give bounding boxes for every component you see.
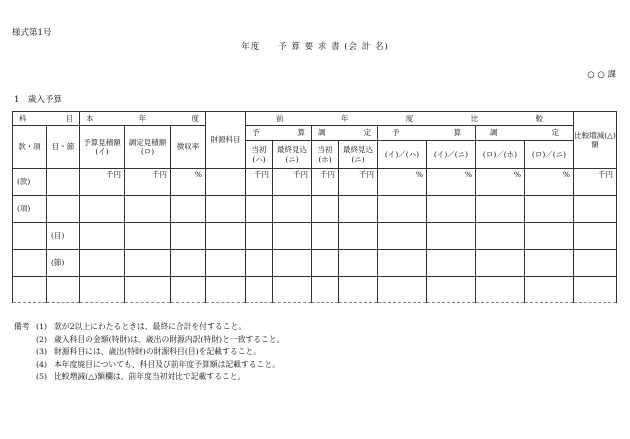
header-chotei-a (312, 126, 378, 141)
header-hikaku-zougen: 比較増減(△)額 (574, 112, 617, 169)
header-char: 本 (86, 113, 94, 123)
value-cell (525, 277, 574, 303)
value-cell (378, 250, 427, 277)
value-cell (427, 250, 476, 277)
note-text: 歳入科目の金額(特財)は、歳出の財源内訳(特財)と一致すること。 (54, 334, 285, 344)
value-cell (273, 223, 312, 250)
unit-cell: 千円 (574, 169, 617, 196)
value-cell (525, 196, 574, 223)
value-cell (80, 196, 125, 223)
notes-section (14, 321, 284, 384)
value-cell (206, 169, 246, 196)
value-cell (339, 196, 378, 223)
unit-cell: % (427, 169, 476, 196)
notes-heading (14, 334, 36, 347)
kan-kou-cell: (款) (13, 169, 47, 196)
value-cell (476, 250, 525, 277)
unit-cell: 千円 (312, 169, 339, 196)
header-honnendo (80, 112, 206, 126)
header-choshuritsu: 徴収率 (171, 126, 206, 169)
notes-heading (14, 346, 36, 359)
header-saishuu-a: 最終見込 (ニ) (273, 141, 312, 169)
value-cell (476, 277, 525, 303)
header-kamoku-chars (13, 114, 79, 123)
value-cell (574, 223, 617, 250)
moku-setsu-cell (47, 277, 80, 303)
header-char: 算 (453, 128, 462, 138)
value-cell (206, 196, 246, 223)
moku-setsu-cell: (目) (47, 223, 80, 250)
kan-kou-cell (13, 277, 47, 303)
header-char: 前 (276, 113, 284, 123)
header-char: 調 (318, 128, 326, 138)
value-cell (312, 250, 339, 277)
value-cell (171, 277, 206, 303)
note-item (14, 371, 284, 384)
header-ratio-1: (イ)／(ハ) (378, 141, 427, 169)
value-cell (574, 250, 617, 277)
value-cell (574, 196, 617, 223)
header-char: 比 (470, 113, 479, 123)
value-cell (525, 250, 574, 277)
value-cell (246, 277, 273, 303)
header-char: 年 (138, 113, 147, 123)
header-char: 度 (191, 113, 199, 123)
header-char: 定 (363, 128, 372, 138)
value-cell (273, 196, 312, 223)
moku-setsu-cell: (節) (47, 250, 80, 277)
header-char: 度 (405, 113, 414, 123)
note-number: (2) (36, 334, 48, 344)
title-main: 予 算 要 求 書 (会 計 名) (278, 42, 389, 52)
value-cell (339, 277, 378, 303)
header-char: 予 (392, 128, 400, 138)
unit-cell: % (171, 169, 206, 196)
value-cell (312, 196, 339, 223)
note-item (14, 359, 284, 372)
value-cell (171, 196, 206, 223)
table-row (13, 169, 617, 196)
notes-heading (14, 371, 36, 384)
value-cell (476, 223, 525, 250)
value-cell (312, 223, 339, 250)
value-cell (125, 223, 171, 250)
table-row (13, 223, 617, 250)
kan-kou-cell (13, 223, 47, 250)
value-cell (80, 250, 125, 277)
header-char: 科 (19, 113, 27, 123)
value-cell (525, 223, 574, 250)
header-zennendo (246, 112, 574, 126)
header-ratio-4: (ロ)／(ニ) (525, 141, 574, 169)
note-text: 財源科目には、歳出(特財)の財源科目(目)を記載すること。 (54, 347, 262, 356)
header-chotei-b (476, 126, 574, 141)
header-ratio-3: (ロ)／(ホ) (476, 141, 525, 169)
value-cell (312, 277, 339, 303)
note-item (14, 321, 284, 334)
header-char: 年 (340, 113, 349, 123)
value-cell (378, 277, 427, 303)
header-char: 予 (252, 128, 260, 138)
header-zennendo-chars (246, 114, 573, 123)
unit-cell: 千円 (246, 169, 273, 196)
header-saishuu-b: 最終見込 (ニ) (339, 141, 378, 169)
header-mitsumori: 予算見積額 (イ) (80, 126, 125, 169)
header-char: 定 (551, 128, 560, 138)
header-char: 目 (65, 113, 73, 123)
header-chotei-b-chars (476, 128, 573, 137)
kan-kou-cell: (項) (13, 196, 47, 223)
table-row (13, 277, 617, 303)
header-chotei-mitsumori: 調定見積額 (ロ) (125, 126, 171, 169)
value-cell (206, 223, 246, 250)
header-yosan-b-chars (378, 128, 475, 137)
value-cell (273, 250, 312, 277)
budget-table (12, 111, 617, 303)
value-cell (206, 277, 246, 303)
value-cell (246, 250, 273, 277)
value-cell (427, 196, 476, 223)
note-number: (3) (36, 347, 48, 356)
table-row (13, 196, 617, 223)
note-text: 本年度廃目についても、科目及び前年度予算額は記載すること。 (54, 359, 280, 369)
header-moku-setsu: 目・節 (47, 126, 80, 169)
header-ratio-2: (イ)／(ニ) (427, 141, 476, 169)
value-cell (378, 196, 427, 223)
value-cell (206, 250, 246, 277)
value-cell (273, 277, 312, 303)
note-text: 款が2以上にわたるときは、最終に合計を付すること。 (54, 322, 247, 331)
unit-cell: % (378, 169, 427, 196)
unit-cell: 千円 (339, 169, 378, 196)
moku-setsu-cell (47, 196, 80, 223)
document-title (0, 40, 630, 52)
value-cell (125, 277, 171, 303)
unit-cell: % (525, 169, 574, 196)
value-cell (125, 196, 171, 223)
value-cell (339, 250, 378, 277)
value-cell (80, 277, 125, 303)
value-cell (378, 223, 427, 250)
note-number: (1) (36, 322, 48, 331)
header-char: 算 (297, 128, 306, 138)
header-tousho-a: 当初 (ハ) (246, 141, 273, 169)
note-item (14, 346, 284, 359)
value-cell (339, 223, 378, 250)
value-cell (125, 250, 171, 277)
note-item (14, 334, 284, 347)
header-yosan-b (378, 126, 476, 141)
note-number: (5) (36, 372, 48, 381)
title-year: 年度 (241, 42, 261, 52)
header-yosan-a (246, 126, 312, 141)
value-cell (171, 250, 206, 277)
section-heading: 1 歳入予算 (14, 95, 62, 105)
value-cell (80, 223, 125, 250)
value-cell (246, 196, 273, 223)
notes-heading: 備考 (14, 322, 30, 331)
kan-kou-cell (13, 250, 47, 277)
form-number: 様式第1号 (12, 28, 52, 38)
table-body (13, 169, 617, 303)
unit-cell: 千円 (125, 169, 171, 196)
header-tousho-b: 当初 (ホ) (312, 141, 339, 169)
value-cell (171, 223, 206, 250)
value-cell (574, 277, 617, 303)
note-text: 比較増減(△)額欄は、前年度当初対比で記載すること。 (54, 372, 246, 381)
value-cell (246, 223, 273, 250)
header-char: 調 (490, 128, 498, 138)
header-kan-kou: 款・項 (13, 126, 47, 169)
notes-heading (14, 359, 36, 372)
value-cell (427, 223, 476, 250)
unit-cell: 千円 (273, 169, 312, 196)
header-zaigen: 財源科目 (206, 112, 246, 169)
header-kamoku (13, 112, 80, 126)
note-number: (4) (36, 359, 48, 369)
moku-setsu-cell (47, 169, 80, 196)
value-cell (476, 196, 525, 223)
unit-cell: 千円 (80, 169, 125, 196)
department-label: ○ ○ 課 (587, 70, 616, 80)
header-chotei-a-chars (312, 128, 377, 137)
header-char: 較 (535, 113, 544, 123)
header-yosan-a-chars (246, 128, 311, 137)
header-honnendo-chars (80, 114, 205, 123)
table-row (13, 250, 617, 277)
unit-cell: % (476, 169, 525, 196)
value-cell (427, 277, 476, 303)
